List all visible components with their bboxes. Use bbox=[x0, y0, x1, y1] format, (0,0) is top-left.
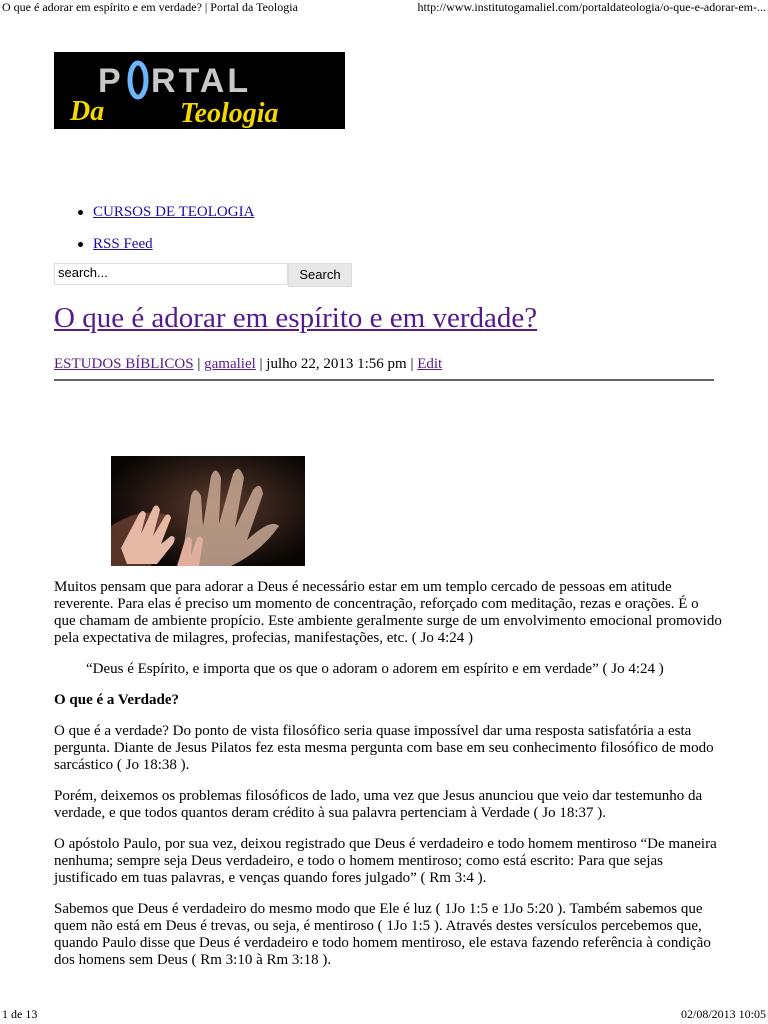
category-link[interactable]: ESTUDOS BÍBLICOS bbox=[54, 356, 194, 372]
search-input[interactable]: search... bbox=[54, 263, 288, 285]
nav-item-rss bbox=[54, 228, 254, 260]
paragraph: Sabemos que Deus é verdadeiro do mesmo modo que Ele é luz ( 1Jo 1:5 e 1Jo 5:20 ). Também sabemos que quem não está em Deus é trevas, ou seja, é mentiroso ( 1Jo 1:5 ). Através destes versículos percebemos que, quando Paulo disse que Deus é verdadeiro e todo homem mentiroso, ele estava fazendo referência à condição dos homens sem Deus ( Rm 3:10 à Rm 3:18 ). bbox=[54, 901, 711, 968]
post-content bbox=[54, 579, 722, 983]
edit-link[interactable]: Edit bbox=[417, 356, 443, 372]
meta-divider bbox=[54, 379, 714, 381]
post-meta bbox=[54, 356, 442, 373]
print-header-url: http://www.institutogamaliel.com/portaldateologia/o-que-e-adorar-em-... bbox=[417, 0, 766, 14]
author-link[interactable]: gamaliel bbox=[204, 356, 256, 372]
paragraph: O que é a verdade? Do ponto de vista filosófico seria quase impossível dar uma resposta satisfatória a esta pergunta. Diante de Jesus Pilatos fez esta mesma pergunta com base em seu conhecimento filosófico de modo sarcástico ( Jo 18:38 ). bbox=[54, 723, 714, 773]
paragraph: O apóstolo Paulo, por sua vez, deixou registrado que Deus é verdadeiro e todo homem mentiroso “De maneira nenhuma; sempre seja Deus verdadeiro, e todo o homem mentiroso; como está escrito: Para que sejas justificado em tuas palavras, e venças quando fores julgado” ( Rm 3:4 ). bbox=[54, 836, 717, 886]
print-header-title: O que é adorar em espírito e em verdade? | Portal da Teologia bbox=[2, 0, 298, 14]
logo-text-rtal: RTAL bbox=[151, 62, 252, 100]
main-nav bbox=[54, 196, 254, 260]
site-logo[interactable] bbox=[54, 52, 345, 129]
section-heading: O que é a Verdade? bbox=[54, 692, 180, 708]
bullet-icon bbox=[78, 242, 83, 247]
logo-text-p: P bbox=[98, 62, 121, 100]
logo-ring-icon bbox=[130, 63, 146, 97]
hands-photo bbox=[111, 456, 305, 566]
nav-link-cursos[interactable]: CURSOS DE TEOLOGIA bbox=[93, 203, 255, 220]
paragraph: Porém, deixemos os problemas filosóficos de lado, uma vez que Jesus anunciou que veio dar testemunho da verdade, e que todos quantos deram crédito à sua palavra pertenciam à Verdade ( Jo 18:37 ). bbox=[54, 788, 703, 821]
post-title bbox=[54, 302, 537, 335]
post-date: | julho 22, 2013 1:56 pm | bbox=[259, 356, 414, 372]
nav-link-rss[interactable]: RSS Feed bbox=[93, 235, 153, 252]
post-title-link[interactable]: O que é adorar em espírito e em verdade? bbox=[54, 302, 538, 334]
post-image bbox=[111, 456, 305, 566]
nav-item-cursos bbox=[54, 196, 254, 228]
logo-text-teologia: Teologia bbox=[180, 98, 279, 129]
meta-separator: | bbox=[197, 356, 201, 372]
paragraph: Muitos pensam que para adorar a Deus é necessário estar em um templo cercado de pessoas em atitude reverente. Para elas é preciso um momento de concentração, reforçado com meditação, rezas e orações. É o que chamam de ambiente propício. Este ambiente geralmente surge de um envolvimento emocional promovido pela expectativa de milagres, profecias, manifestações, etc. ( Jo 4:24 ) bbox=[54, 579, 722, 646]
print-footer-page: 1 de 13 bbox=[2, 1007, 38, 1021]
bullet-icon bbox=[78, 210, 83, 215]
bible-quote: “Deus é Espírito, e importa que os que o adoram o adorem em espírito e em verdade” ( Jo 4:24 ) bbox=[86, 661, 664, 677]
search-button[interactable]: Search bbox=[288, 263, 352, 287]
print-footer-datetime: 02/08/2013 10:05 bbox=[680, 1007, 766, 1021]
logo-text-da: Da bbox=[70, 96, 105, 127]
